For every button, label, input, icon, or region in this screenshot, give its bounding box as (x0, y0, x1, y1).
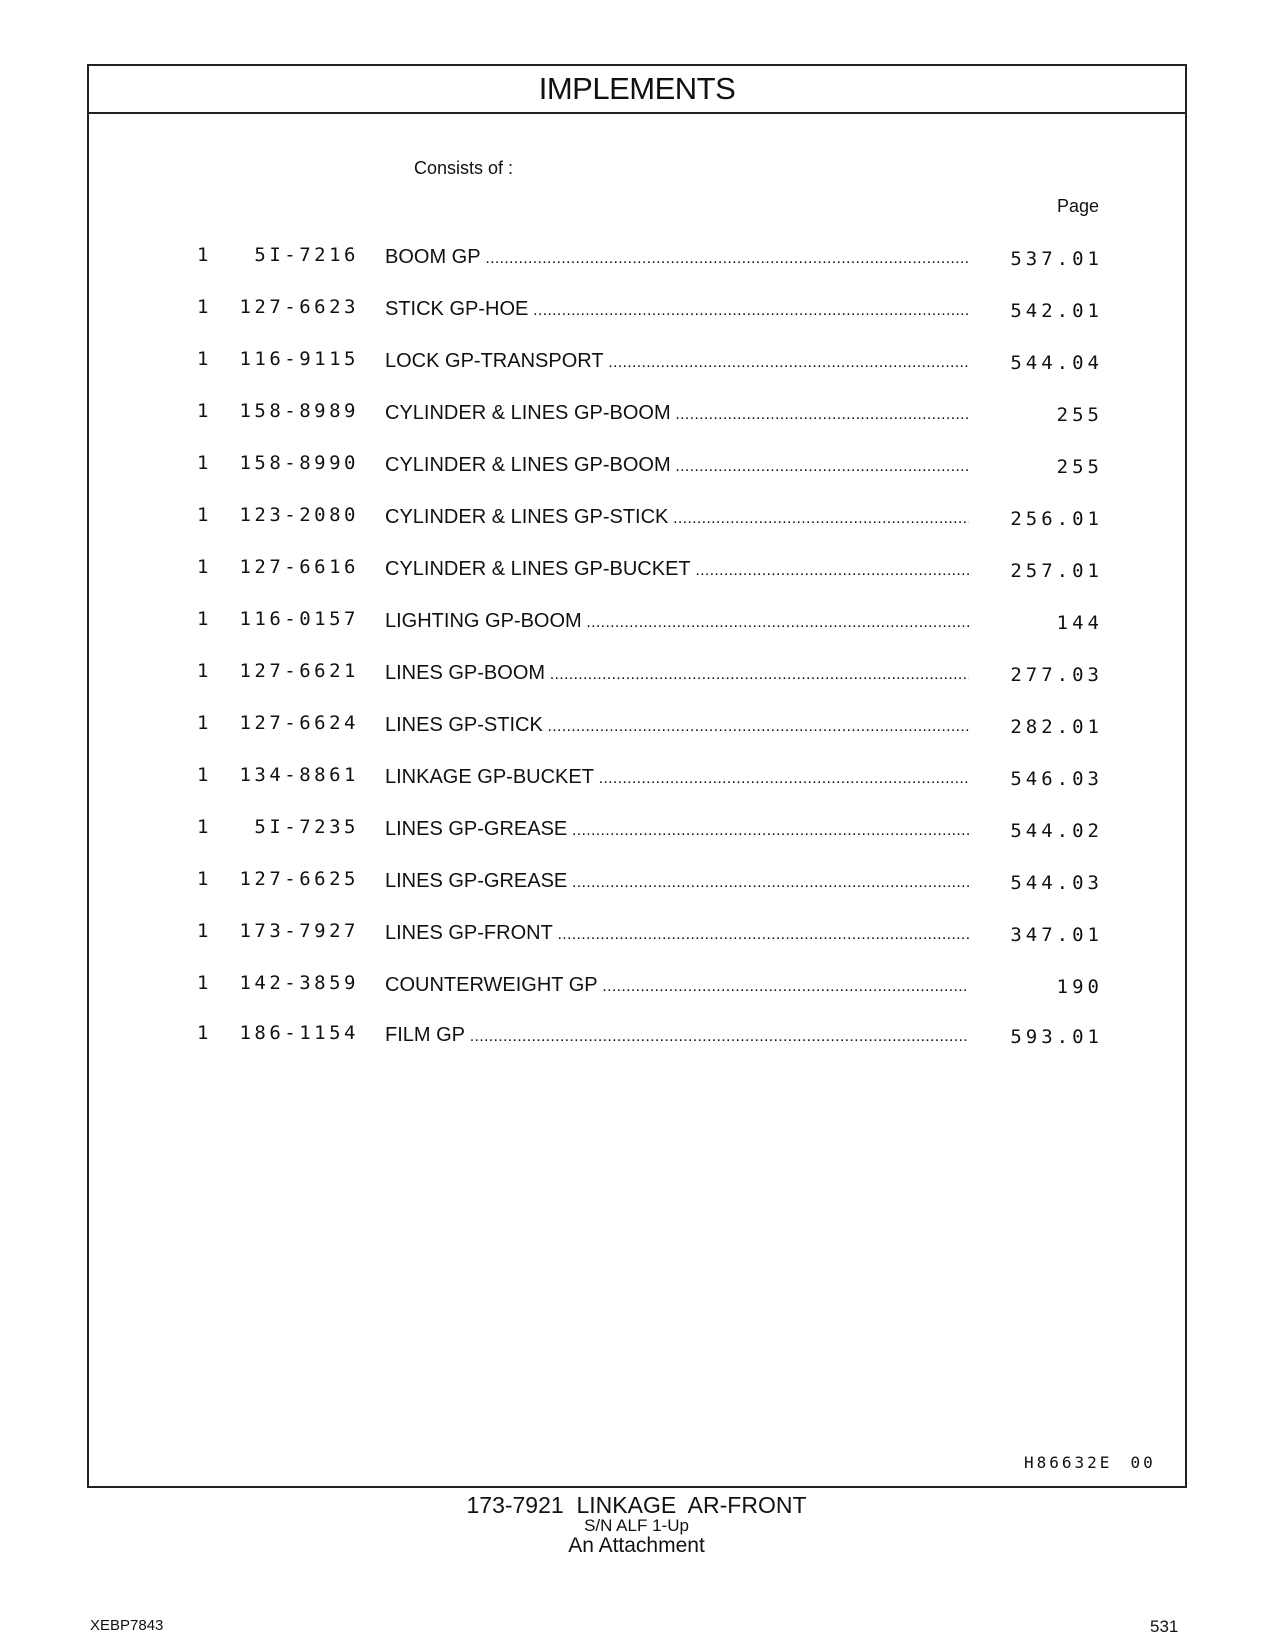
row-quantity: 1 (197, 452, 209, 474)
parts-list-row (89, 764, 1185, 794)
row-quantity: 1 (197, 348, 209, 370)
row-page-reference: 544.04 (1010, 352, 1103, 374)
row-page-reference: 190 (1056, 976, 1103, 998)
row-page-reference: 537.01 (1010, 248, 1103, 270)
row-description: LINES GP-GREASE ..... (385, 817, 969, 843)
assembly-type: An Attachment (568, 1534, 705, 1557)
row-page-reference: 542.01 (1010, 300, 1103, 322)
row-description: LINES GP-STICK ..... (385, 713, 969, 739)
row-description: STICK GP-HOE ..... (385, 297, 969, 323)
row-part-number: 186-1154 (239, 1022, 359, 1044)
row-description: LINES GP-GREASE ..... (385, 869, 969, 895)
row-part-number: 142-3859 (239, 972, 359, 994)
serial-number-range: S/N ALF 1-Up (584, 1516, 689, 1535)
row-part-number: 116-0157 (239, 608, 359, 630)
row-page-reference: 544.03 (1010, 872, 1103, 894)
row-page-reference: 255 (1056, 456, 1103, 478)
row-part-number: 127-6621 (239, 660, 359, 682)
parts-list-row (89, 244, 1185, 274)
parts-list-row (89, 296, 1185, 326)
page-column-header: Page (1057, 196, 1100, 216)
row-description: CYLINDER & LINES GP-STICK ..... (385, 505, 969, 531)
section-title: IMPLEMENTS (538, 71, 736, 106)
parts-list-row (89, 608, 1185, 638)
row-part-number: 123-2080 (239, 504, 359, 526)
row-page-reference: 257.01 (1010, 560, 1103, 582)
row-part-number: 173-7927 (239, 920, 359, 942)
row-quantity: 1 (197, 296, 209, 318)
row-quantity: 1 (197, 1022, 209, 1044)
row-part-number: 5I-7216 (254, 244, 359, 266)
row-part-number: 134-8861 (239, 764, 359, 786)
assembly-title: 173-7921 LINKAGE AR-FRONT (466, 1492, 807, 1518)
row-part-number: 158-8990 (239, 452, 359, 474)
row-page-reference: 256.01 (1010, 508, 1103, 530)
row-description: LOCK GP-TRANSPORT ..... (385, 349, 969, 375)
row-quantity: 1 (197, 608, 209, 630)
parts-list-row (89, 1022, 1185, 1052)
parts-list-row (89, 868, 1185, 898)
row-quantity: 1 (197, 816, 209, 838)
row-quantity: 1 (197, 764, 209, 786)
row-page-reference: 282.01 (1010, 716, 1103, 738)
row-part-number: 127-6616 (239, 556, 359, 578)
row-quantity: 1 (197, 972, 209, 994)
row-part-number: 5I-7235 (254, 816, 359, 838)
row-page-reference: 347.01 (1010, 924, 1103, 946)
parts-list-row (89, 452, 1185, 482)
document-id: XEBP7843 (90, 1617, 164, 1634)
row-quantity: 1 (197, 868, 209, 890)
consists-of-label: Consists of : (414, 158, 514, 178)
row-page-reference: 255 (1056, 404, 1103, 426)
parts-list-row (89, 972, 1185, 1002)
parts-list-row (89, 504, 1185, 534)
illustration-revision: 00 (1130, 1453, 1156, 1472)
row-page-reference: 277.03 (1010, 664, 1103, 686)
row-quantity: 1 (197, 556, 209, 578)
parts-list-row (89, 400, 1185, 430)
row-quantity: 1 (197, 712, 209, 734)
row-page-reference: 544.02 (1010, 820, 1103, 842)
illustration-number: H86632E (1024, 1453, 1113, 1472)
parts-list-row (89, 660, 1185, 690)
row-description: CYLINDER & LINES GP-BOOM ..... (385, 401, 969, 427)
page-number: 531 (1150, 1617, 1179, 1636)
row-part-number: 127-6623 (239, 296, 359, 318)
parts-list-row (89, 712, 1185, 742)
row-quantity: 1 (197, 660, 209, 682)
row-quantity: 1 (197, 244, 209, 266)
row-description: LIGHTING GP-BOOM ..... (385, 609, 969, 635)
row-description: FILM GP ..... (385, 1023, 969, 1049)
row-part-number: 158-8989 (239, 400, 359, 422)
row-quantity: 1 (197, 504, 209, 526)
row-quantity: 1 (197, 400, 209, 422)
row-description: CYLINDER & LINES GP-BOOM ..... (385, 453, 969, 479)
row-description: LINES GP-FRONT ..... (385, 921, 969, 947)
parts-list-row (89, 920, 1185, 950)
row-part-number: 116-9115 (239, 348, 359, 370)
row-description: BOOM GP ..... (385, 245, 969, 271)
row-quantity: 1 (197, 920, 209, 942)
row-part-number: 127-6625 (239, 868, 359, 890)
row-description: LINKAGE GP-BUCKET ..... (385, 765, 969, 791)
illustration-code (1024, 1453, 1156, 1472)
row-page-reference: 546.03 (1010, 768, 1103, 790)
section-header (89, 66, 1185, 114)
parts-list-row (89, 816, 1185, 846)
parts-list-row (89, 348, 1185, 378)
row-part-number: 127-6624 (239, 712, 359, 734)
parts-list-row (89, 556, 1185, 586)
row-page-reference: 144 (1056, 612, 1103, 634)
row-description: LINES GP-BOOM ..... (385, 661, 969, 687)
row-description: COUNTERWEIGHT GP ..... (385, 973, 969, 999)
parts-list-frame (87, 64, 1187, 1488)
row-description: CYLINDER & LINES GP-BUCKET ..... (385, 557, 969, 583)
row-page-reference: 593.01 (1010, 1026, 1103, 1048)
